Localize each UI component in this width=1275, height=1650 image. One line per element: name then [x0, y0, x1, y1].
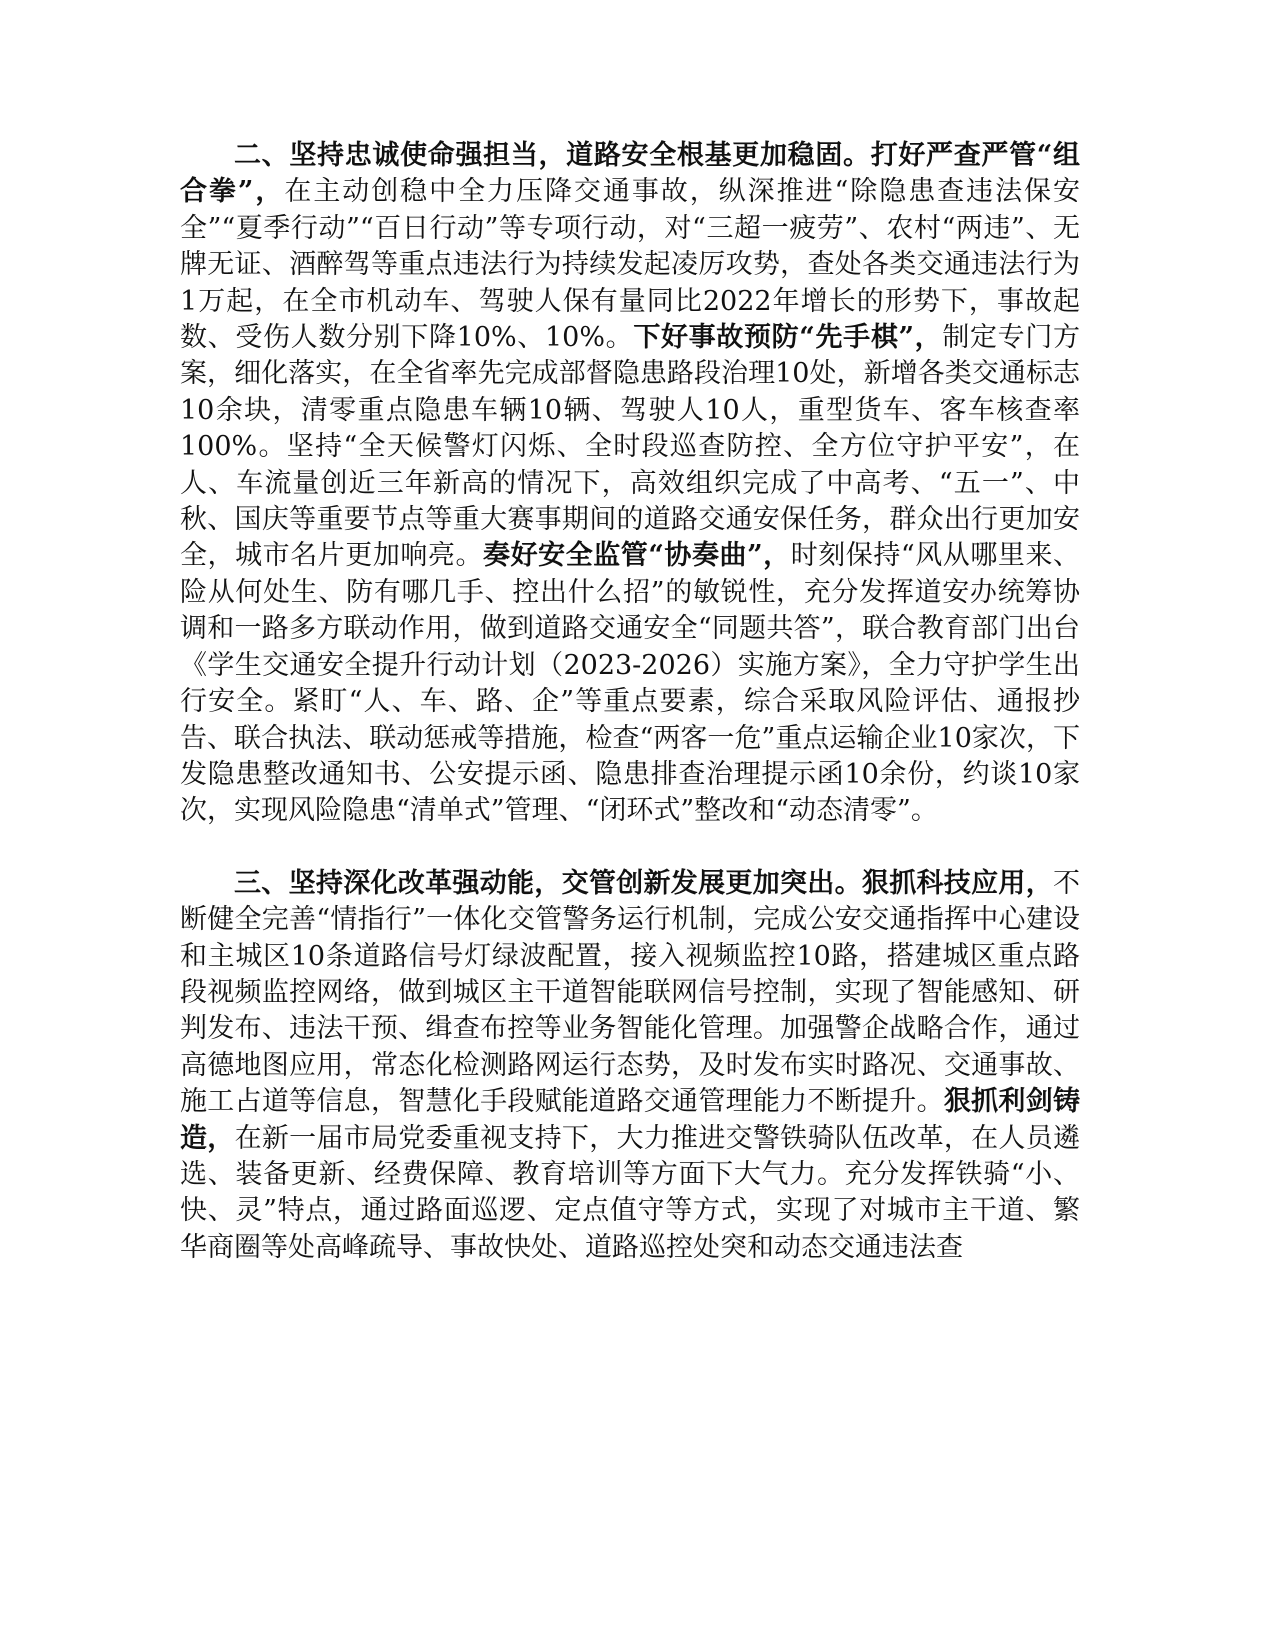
section-2-heading: 二、坚持忠诚使命强担当，道路安全根基更加稳固。打好严查严管“组合拳”，: [180, 140, 1080, 208]
section-3-heading: 三、坚持深化改革强动能，交管创新发展更加突出。狠抓科技应用，: [234, 867, 1053, 899]
section-3-text-2: 在新一届市局党委重视支持下，大力推进交警铁骑队伍改革，在人员遴选、装备更新、经费保障、教育培训等方面下大气力。充分发挥铁骑“小、快、灵”特点，通过路面巡逻、定点值守等方式，实现了对城市主干道、繁华商圈等处高峰疏导、事故快处、道路巡控处突和动态交通违法查: [180, 1122, 1080, 1263]
section-2-text-3: 时刻保持“风从哪里来、险从何处生、防有哪几手、控出什么招”的敏锐性，充分发挥道安办统筹协调和一路多方联动作用，做到道路交通安全“同题共答”，联合教育部门出台《学生交通安全提升行动计划（2023-2026）实施方案》，全力守护学生出行安全。紧盯“人、车、路、企”等重点要素，综合采取风险评估、通报抄告、联合执法、联动惩戒等措施，检查“两客一危”重点运输企业10家次，下发隐患整改通知书、公安提示函、隐患排查治理提示函10余份，约谈10家次，实现风险隐患“清单式”管理、“闭环式”整改和“动态清零”。: [180, 540, 1080, 827]
section-2-text-1: 在主动创稳中全力压降交通事故，纵深推进“除隐患查违法保安全”“夏季行动”“百日行动”等专项行动，对“三超一疲劳”、农村“两违”、无牌无证、酒醉驾等重点违法行为持续发起凌厉攻势，查处各类交通违法行为1万起，在全市机动车、驾驶人保有量同比2022年增长的形势下，事故起数、受伤人数分别下降10%、10%。: [180, 176, 1080, 354]
document-body: [180, 138, 1080, 1266]
section-2-subheading-3: 奏好安全监管“协奏曲”，: [483, 540, 791, 572]
section-3-subheading-2: 狠抓利剑铸造，: [180, 1086, 1080, 1154]
paragraph-section-2: [180, 138, 1080, 830]
section-2-text-2: 制定专门方案，细化落实，在全省率先完成部督隐患路段治理10处，新增各类交通标志10余块，清零重点隐患车辆10辆、驾驶人10人，重型货车、客车核查率100%。坚持“全天候警灯闪烁、全时段巡查防控、全方位守护平安”，在人、车流量创近三年新高的情况下，高效组织完成了中高考、“五一”、中秋、国庆等重要节点等重大赛事期间的道路交通安保任务，群众出行更加安全，城市名片更加响亮。: [180, 322, 1080, 572]
section-3-text-1: 不断健全完善“情指行”一体化交管警务运行机制，完成公安交通指挥中心建设和主城区10条道路信号灯绿波配置，接入视频监控10路，搭建城区重点路段视频监控网络，做到城区主干道智能联网信号控制，实现了智能感知、研判发布、违法干预、缉查布控等业务智能化管理。加强警企战略合作，通过高德地图应用，常态化检测路网运行态势，及时发布实时路况、交通事故、施工占道等信息，智慧化手段赋能道路交通管理能力不断提升。: [180, 867, 1080, 1118]
section-2-subheading-2: 下好事故预防“先手棋”，: [633, 322, 943, 354]
paragraph-section-3: [180, 866, 1080, 1266]
